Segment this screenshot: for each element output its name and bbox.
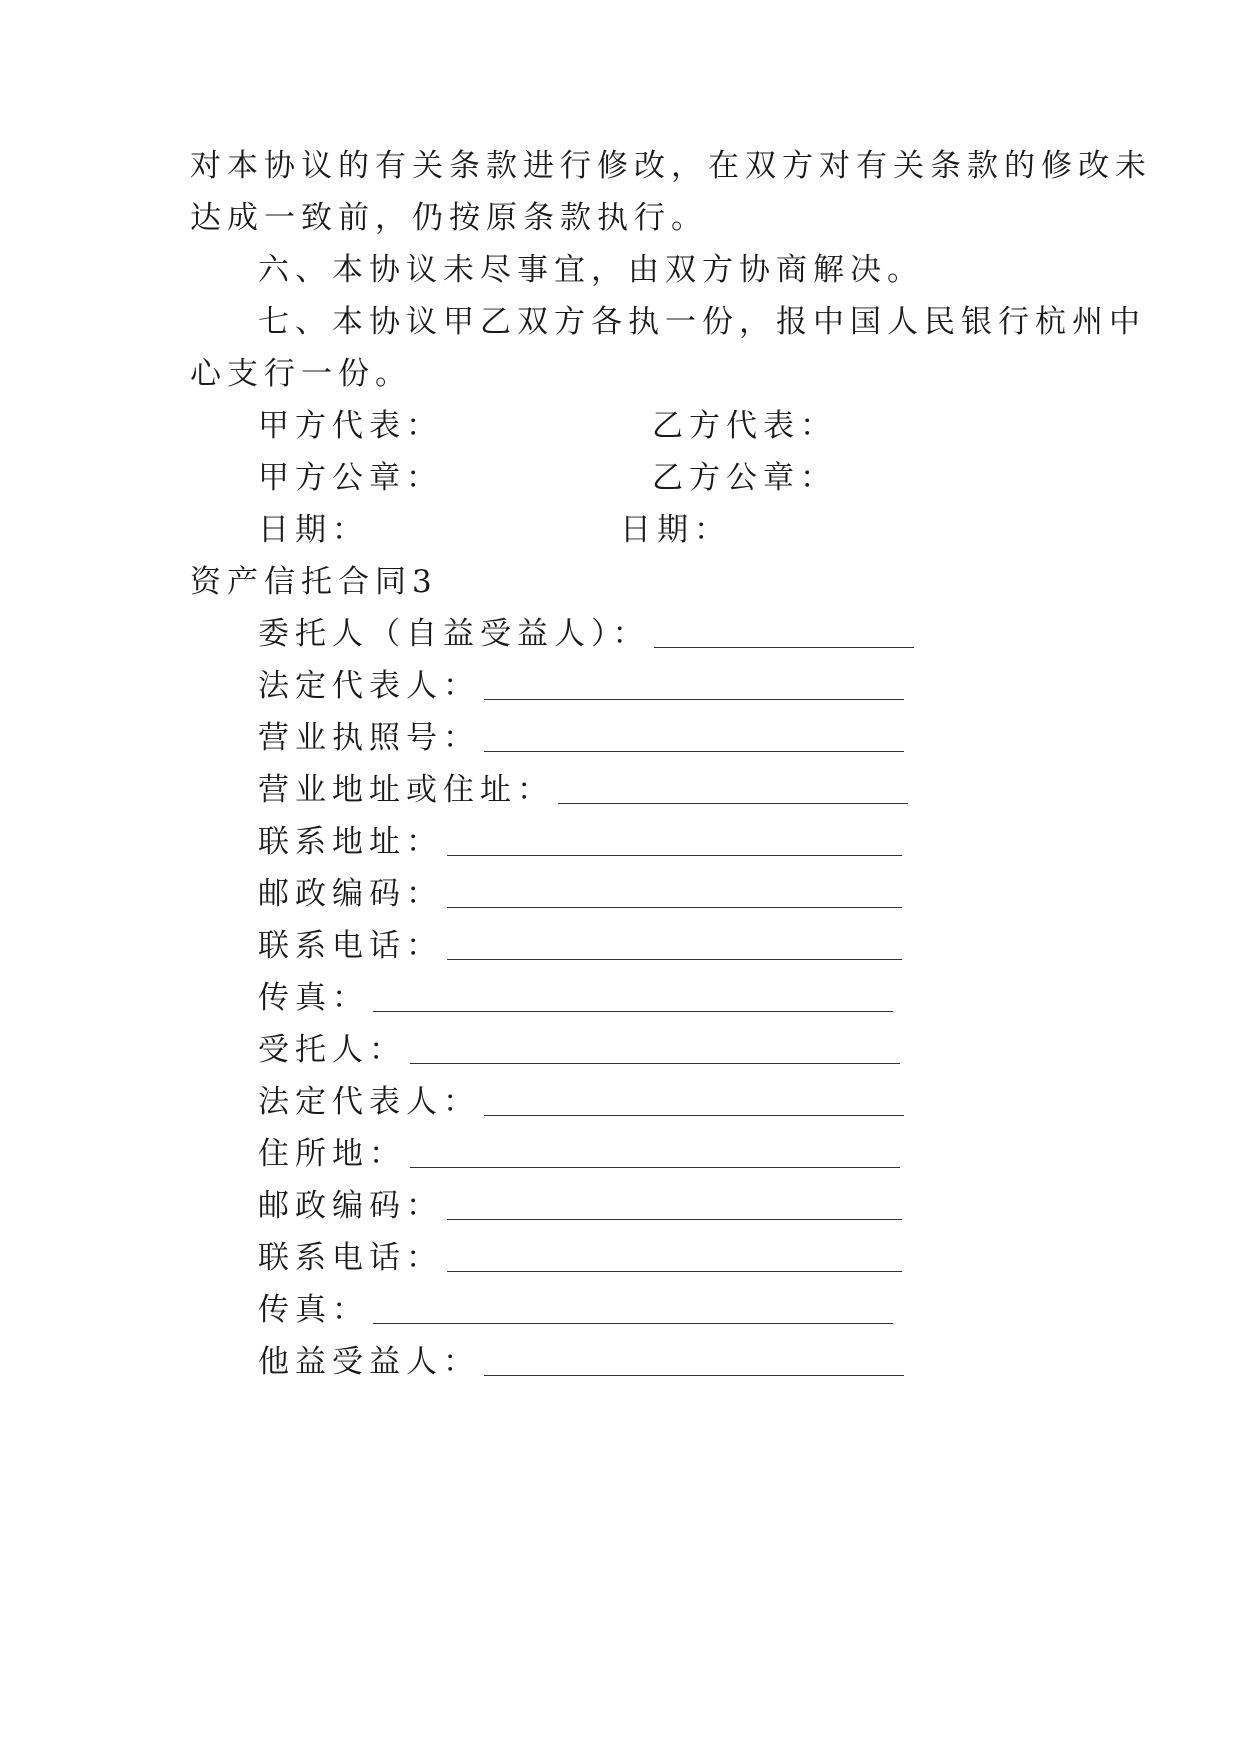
field-label: 法定代表人： <box>258 668 480 704</box>
paragraph-clause-5-line-1: 对本协议的有关条款进行修改，在双方对有关条款的修改未 <box>190 148 1152 184</box>
party-a-seal-label: 甲方公章： <box>258 460 443 496</box>
field-label: 受托人： <box>258 1032 406 1068</box>
fill-blank-line <box>654 647 914 648</box>
fill-blank-line <box>484 1115 904 1116</box>
fill-blank-line <box>410 1063 900 1064</box>
party-b-seal-label: 乙方公章： <box>652 460 837 496</box>
field-label: 传真： <box>258 1292 369 1328</box>
fill-blank-line <box>484 699 904 700</box>
paragraph-clause-7-line-2: 心支行一份。 <box>190 356 412 392</box>
fill-blank-line <box>447 855 902 856</box>
field-label: 联系地址： <box>258 824 443 860</box>
fill-blank-line <box>558 803 908 804</box>
fill-blank-line <box>447 1219 902 1220</box>
field-label: 营业地址或住址： <box>258 772 554 808</box>
field-trustor <box>258 614 914 654</box>
fill-blank-line <box>484 751 904 752</box>
paragraph-clause-7-line-1: 七、本协议甲乙双方各执一份，报中国人民银行杭州中 <box>258 304 1146 340</box>
fill-blank-line <box>484 1375 904 1376</box>
fill-blank-line <box>373 1323 893 1324</box>
fill-blank-line <box>447 959 902 960</box>
field-label: 他益受益人： <box>258 1344 480 1380</box>
field-label: 传真： <box>258 980 369 1016</box>
field-label: 营业执照号： <box>258 720 480 756</box>
field-label: 邮政编码： <box>258 1188 443 1224</box>
party-b-representative-label: 乙方代表： <box>652 408 837 444</box>
field-label: 邮政编码： <box>258 876 443 912</box>
field-label: 住所地： <box>258 1136 406 1172</box>
contract-title: 资产信托合同3 <box>190 564 438 600</box>
fill-blank-line <box>410 1167 900 1168</box>
field-trustee-postal-code <box>258 1186 902 1226</box>
field-trustee-legal-rep <box>258 1082 904 1122</box>
field-third-party-beneficiary <box>258 1342 904 1382</box>
field-phone <box>258 926 902 966</box>
field-label: 联系电话： <box>258 1240 443 1276</box>
field-contact-address <box>258 822 902 862</box>
field-trustee <box>258 1030 900 1070</box>
field-label: 法定代表人： <box>258 1084 480 1120</box>
fill-blank-line <box>373 1011 893 1012</box>
field-trustee-fax <box>258 1290 893 1330</box>
party-a-representative-label: 甲方代表： <box>258 408 443 444</box>
field-domicile <box>258 1134 900 1174</box>
fill-blank-line <box>447 907 902 908</box>
fill-blank-line <box>447 1271 902 1272</box>
paragraph-clause-6: 六、本协议未尽事宜，由双方协商解决。 <box>258 252 924 288</box>
paragraph-clause-5-line-2: 达成一致前，仍按原条款执行。 <box>190 200 708 236</box>
field-trustee-phone <box>258 1238 902 1278</box>
party-b-date-label: 日期： <box>620 512 731 548</box>
field-business-license <box>258 718 904 758</box>
field-fax <box>258 978 893 1018</box>
field-trustor-legal-rep <box>258 666 904 706</box>
party-a-date-label: 日期： <box>258 512 369 548</box>
field-postal-code <box>258 874 902 914</box>
field-label: 联系电话： <box>258 928 443 964</box>
field-label: 委托人（自益受益人）： <box>258 616 650 652</box>
field-business-address <box>258 770 908 810</box>
